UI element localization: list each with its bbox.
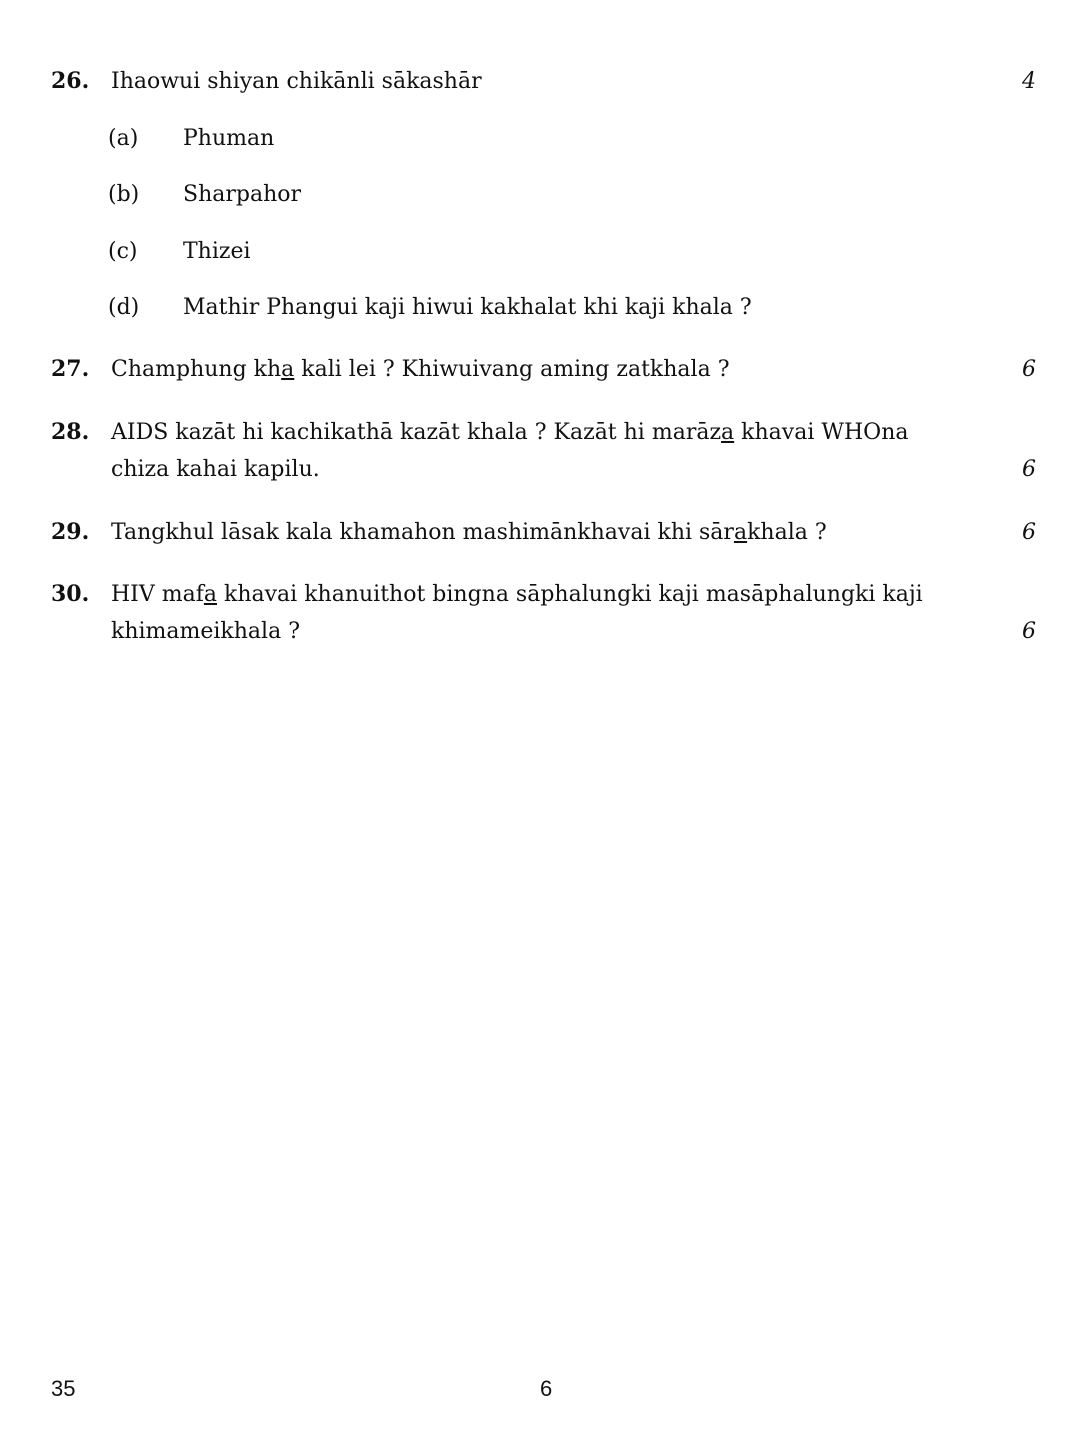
- subpart-a: [108, 120, 1008, 157]
- text-segment: khimameikhala ?: [111, 619, 300, 644]
- question-marks: 6: [1022, 357, 1036, 382]
- question-26: [51, 63, 1036, 100]
- text-segment: khavai WHOna: [734, 420, 909, 445]
- underlined-letter: a: [203, 582, 218, 607]
- subpart-label: (c): [108, 239, 138, 264]
- subpart-label: (b): [108, 182, 140, 207]
- underlined-letter: a: [281, 357, 295, 382]
- text-segment: Champhung kh: [111, 357, 282, 382]
- question-text: Ihaowui shiyan chikānli sākashār: [111, 69, 482, 94]
- subpart-label: (d): [108, 295, 140, 320]
- subpart-text: Phuman: [183, 126, 275, 151]
- text-segment: HIV maf: [111, 582, 204, 607]
- underlined-letter: a: [721, 420, 735, 445]
- question-marks: 6: [1022, 457, 1036, 482]
- question-marks: 6: [1022, 619, 1036, 644]
- subpart-d: [108, 289, 1008, 326]
- question-number: 28.: [51, 419, 90, 445]
- question-number: 30.: [51, 581, 90, 607]
- question-text: [111, 414, 981, 488]
- text-segment: Tangkhul lāsak kala khamahon mashimānkhavai khi sār: [111, 520, 734, 545]
- question-number: 26.: [51, 68, 90, 94]
- question-marks: 4: [1022, 69, 1036, 94]
- question-number: 29.: [51, 519, 90, 545]
- subpart-text: Thizei: [183, 239, 251, 264]
- subpart-text: Mathir Phangui kaji hiwui kakhalat khi kaji khala ?: [183, 295, 752, 320]
- question-marks: 6: [1022, 520, 1036, 545]
- underlined-letter: a: [733, 520, 748, 545]
- text-segment: chiza kahai kapilu.: [111, 457, 320, 482]
- question-text: [111, 576, 981, 650]
- question-30: [51, 576, 1036, 650]
- subpart-b: [108, 176, 1008, 213]
- subpart-label: (a): [108, 126, 139, 151]
- question-text: [111, 514, 981, 551]
- text-segment: AIDS kazāt hi kachikathā kazāt khala ? Kazāt hi marāz: [111, 420, 722, 445]
- text-segment: khavai khanuithot bingna sāphalungki kaji masāphalungki kaji: [217, 582, 923, 607]
- subpart-text: Sharpahor: [183, 182, 302, 207]
- paper-code: 35: [51, 1376, 76, 1401]
- question-number: 27.: [51, 356, 90, 382]
- question-29: [51, 514, 1036, 551]
- subpart-c: [108, 233, 1008, 270]
- question-text: [111, 351, 981, 388]
- text-segment: khala ?: [747, 520, 827, 545]
- question-27: [51, 351, 1036, 388]
- page-number: 6: [540, 1376, 553, 1401]
- question-28: [51, 414, 1036, 488]
- text-segment: kali lei ? Khiwuivang aming zatkhala ?: [294, 357, 730, 382]
